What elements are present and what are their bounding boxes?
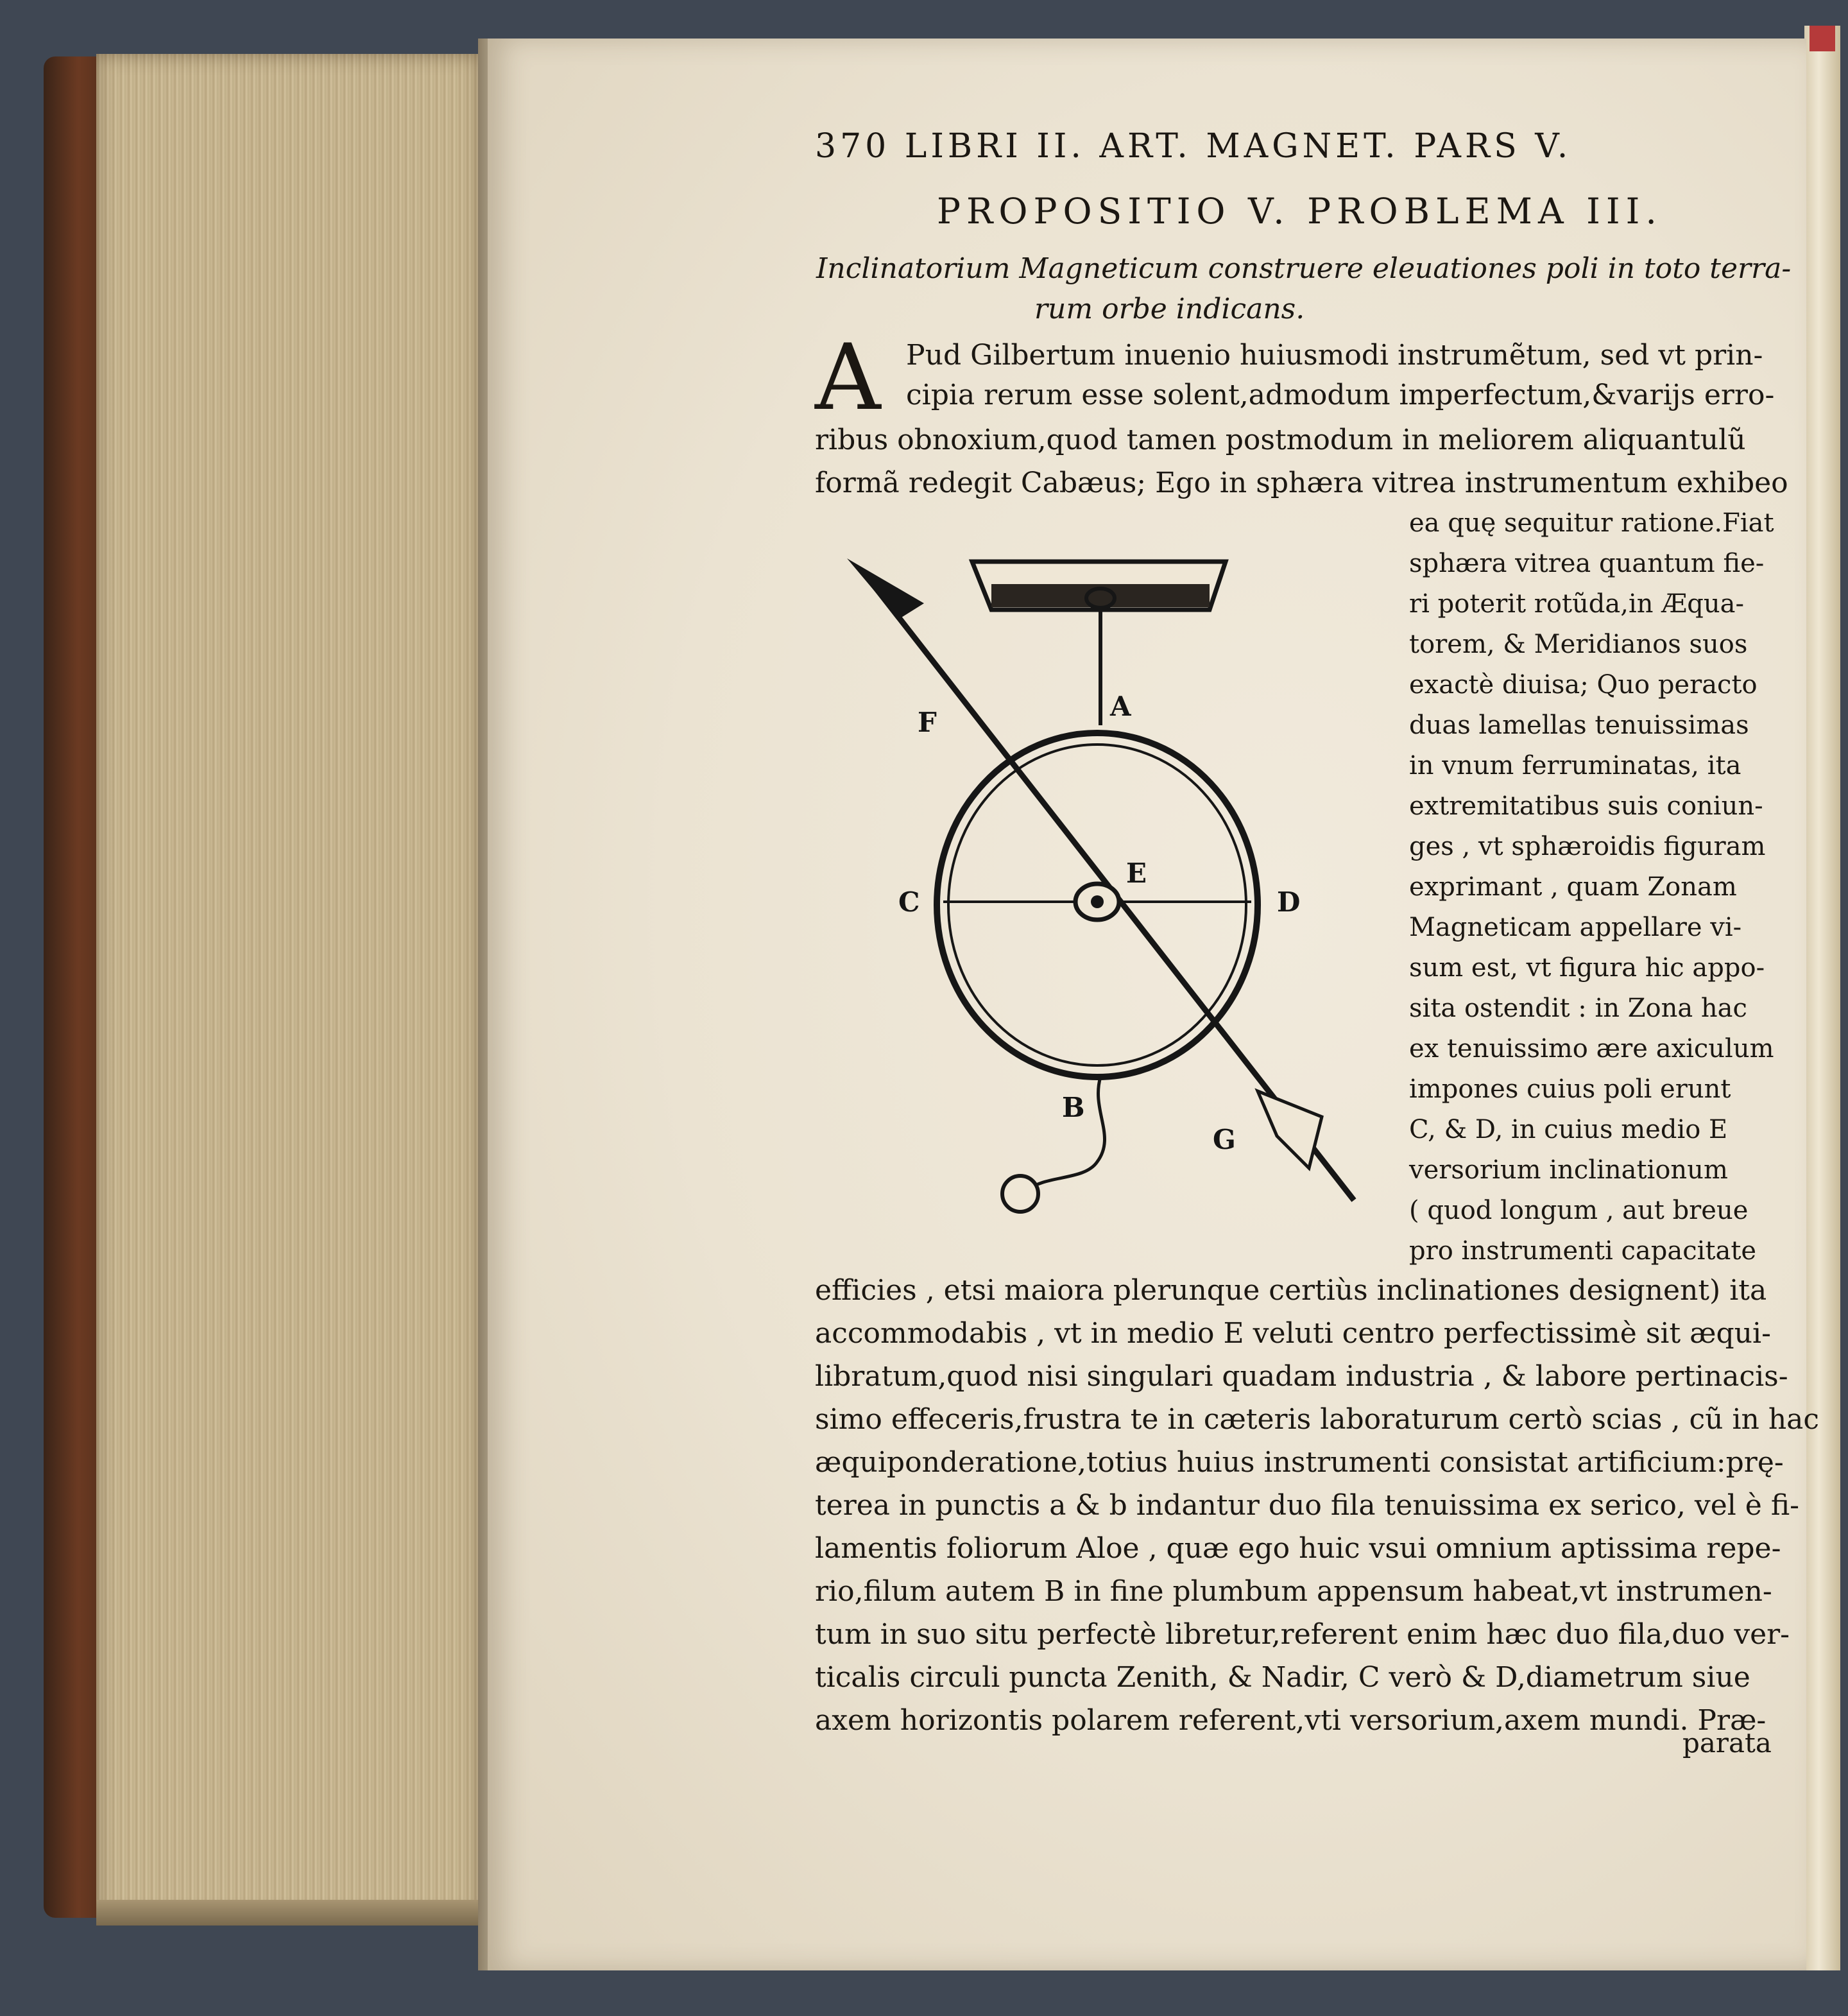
subtitle-line: rum orbe indicans. — [1034, 293, 1305, 325]
column-line: pro instrumenti capacitate — [1409, 1236, 1757, 1266]
plumb-weight — [1002, 1176, 1038, 1212]
subtitle-line: Inclinatorium Magneticum construere eleuationes poli in toto terra- — [816, 252, 1792, 285]
body-line: simo effeceris,frustra te in cæteris laboraturum certò scias , cũ in hac — [815, 1403, 1820, 1436]
body-line: cipia rerum esse solent,admodum imperfectum,&varijs erro- — [906, 379, 1775, 411]
bookmark-ribbon — [1810, 26, 1835, 51]
column-line: ex tenuissimo ære axiculum — [1409, 1034, 1774, 1064]
label-a: A — [1110, 691, 1131, 722]
column-line: sita ostendit : in Zona hac — [1409, 994, 1747, 1023]
column-line: Magneticam appellare vi- — [1409, 913, 1742, 942]
column-line: in vnum ferruminatas, ita — [1409, 751, 1741, 780]
column-line: extremitatibus suis coniun- — [1409, 791, 1763, 821]
column-line: exactè diuisa; Quo peracto — [1409, 670, 1758, 700]
column-line: duas lamellas tenuissimas — [1409, 711, 1749, 740]
body-line: lamentis foliorum Aloe , quæ ego huic vsui omnium aptissima repe- — [815, 1532, 1781, 1565]
body-line: accommodabis , vt in medio E veluti centro perfectissimè sit æqui- — [815, 1317, 1771, 1350]
page-block-edges — [96, 54, 481, 1918]
label-f: F — [918, 707, 937, 738]
label-g: G — [1213, 1124, 1236, 1155]
body-line: axem horizontis polarem referent,vti versorium,axem mundi. Præ- — [815, 1704, 1767, 1737]
body-line: Pud Gilbertum inuenio huiusmodi instrumẽtum, sed vt prin- — [906, 339, 1763, 372]
inclinatorium-woodcut-figure — [834, 558, 1386, 1219]
body-line: efficies , etsi maiora plerunque certiùs inclinationes designent) ita — [815, 1274, 1767, 1307]
running-head: 370 LIBRI II. ART. MAGNET. PARS V. — [815, 127, 1572, 166]
column-line: impones cuius poli erunt — [1409, 1074, 1731, 1104]
label-e: E — [1126, 857, 1147, 889]
page-block-bottom — [96, 1900, 481, 1926]
column-line: ges , vt sphæroidis figuram — [1409, 832, 1766, 861]
body-line: rio,filum autem B in fine plumbum appensum habeat,vt instrumen- — [815, 1575, 1772, 1608]
label-d: D — [1277, 886, 1301, 918]
drop-cap: A — [815, 325, 881, 431]
facing-page-edge — [1804, 26, 1840, 1970]
column-line: C, & D, in cuius medio E — [1409, 1115, 1728, 1144]
catchword: parata — [1682, 1727, 1772, 1759]
body-line: libratum,quod nisi singulari quadam industria , & labore pertinacis- — [815, 1360, 1788, 1393]
proposition-title: PROPOSITIO V. PROBLEMA III. — [937, 191, 1663, 232]
body-line: ribus obnoxium,quod tamen postmodum in meliorem aliquantulũ — [815, 424, 1746, 456]
label-b: B — [1062, 1092, 1085, 1123]
body-line: terea in punctis a & b indantur duo fila tenuissima ex serico, vel è fi- — [815, 1489, 1800, 1522]
body-line: æquiponderatione,totius huius instrumenti consistat artificium:prę- — [815, 1446, 1784, 1479]
label-c: C — [898, 886, 920, 918]
column-line: torem, & Meridianos suos — [1409, 630, 1748, 659]
needle-fletching — [1258, 1091, 1322, 1168]
column-line: sphæra vitrea quantum fie- — [1409, 549, 1765, 578]
body-line: ticalis circuli puncta Zenith, & Nadir, C verò & D,diametrum siue — [815, 1661, 1750, 1694]
body-line: tum in suo situ perfectè libretur,referent enim hæc duo fila,duo ver- — [815, 1618, 1790, 1651]
column-line: sum est, vt figura hic appo- — [1409, 953, 1765, 983]
column-line: exprimant , quam Zonam — [1409, 872, 1737, 902]
column-line: ( quod longum , aut breue — [1409, 1196, 1749, 1225]
column-line: ea quę sequitur ratione.Fiat — [1409, 508, 1774, 538]
pivot-center — [1091, 895, 1104, 908]
needle-arrowhead — [847, 558, 924, 619]
column-line: ri poterit rotũda,in Æqua- — [1409, 589, 1745, 619]
column-line: versorium inclinationum — [1409, 1155, 1728, 1185]
body-line: formã redegit Cabæus; Ego in sphæra vitrea instrumentum exhibeo — [815, 467, 1788, 499]
